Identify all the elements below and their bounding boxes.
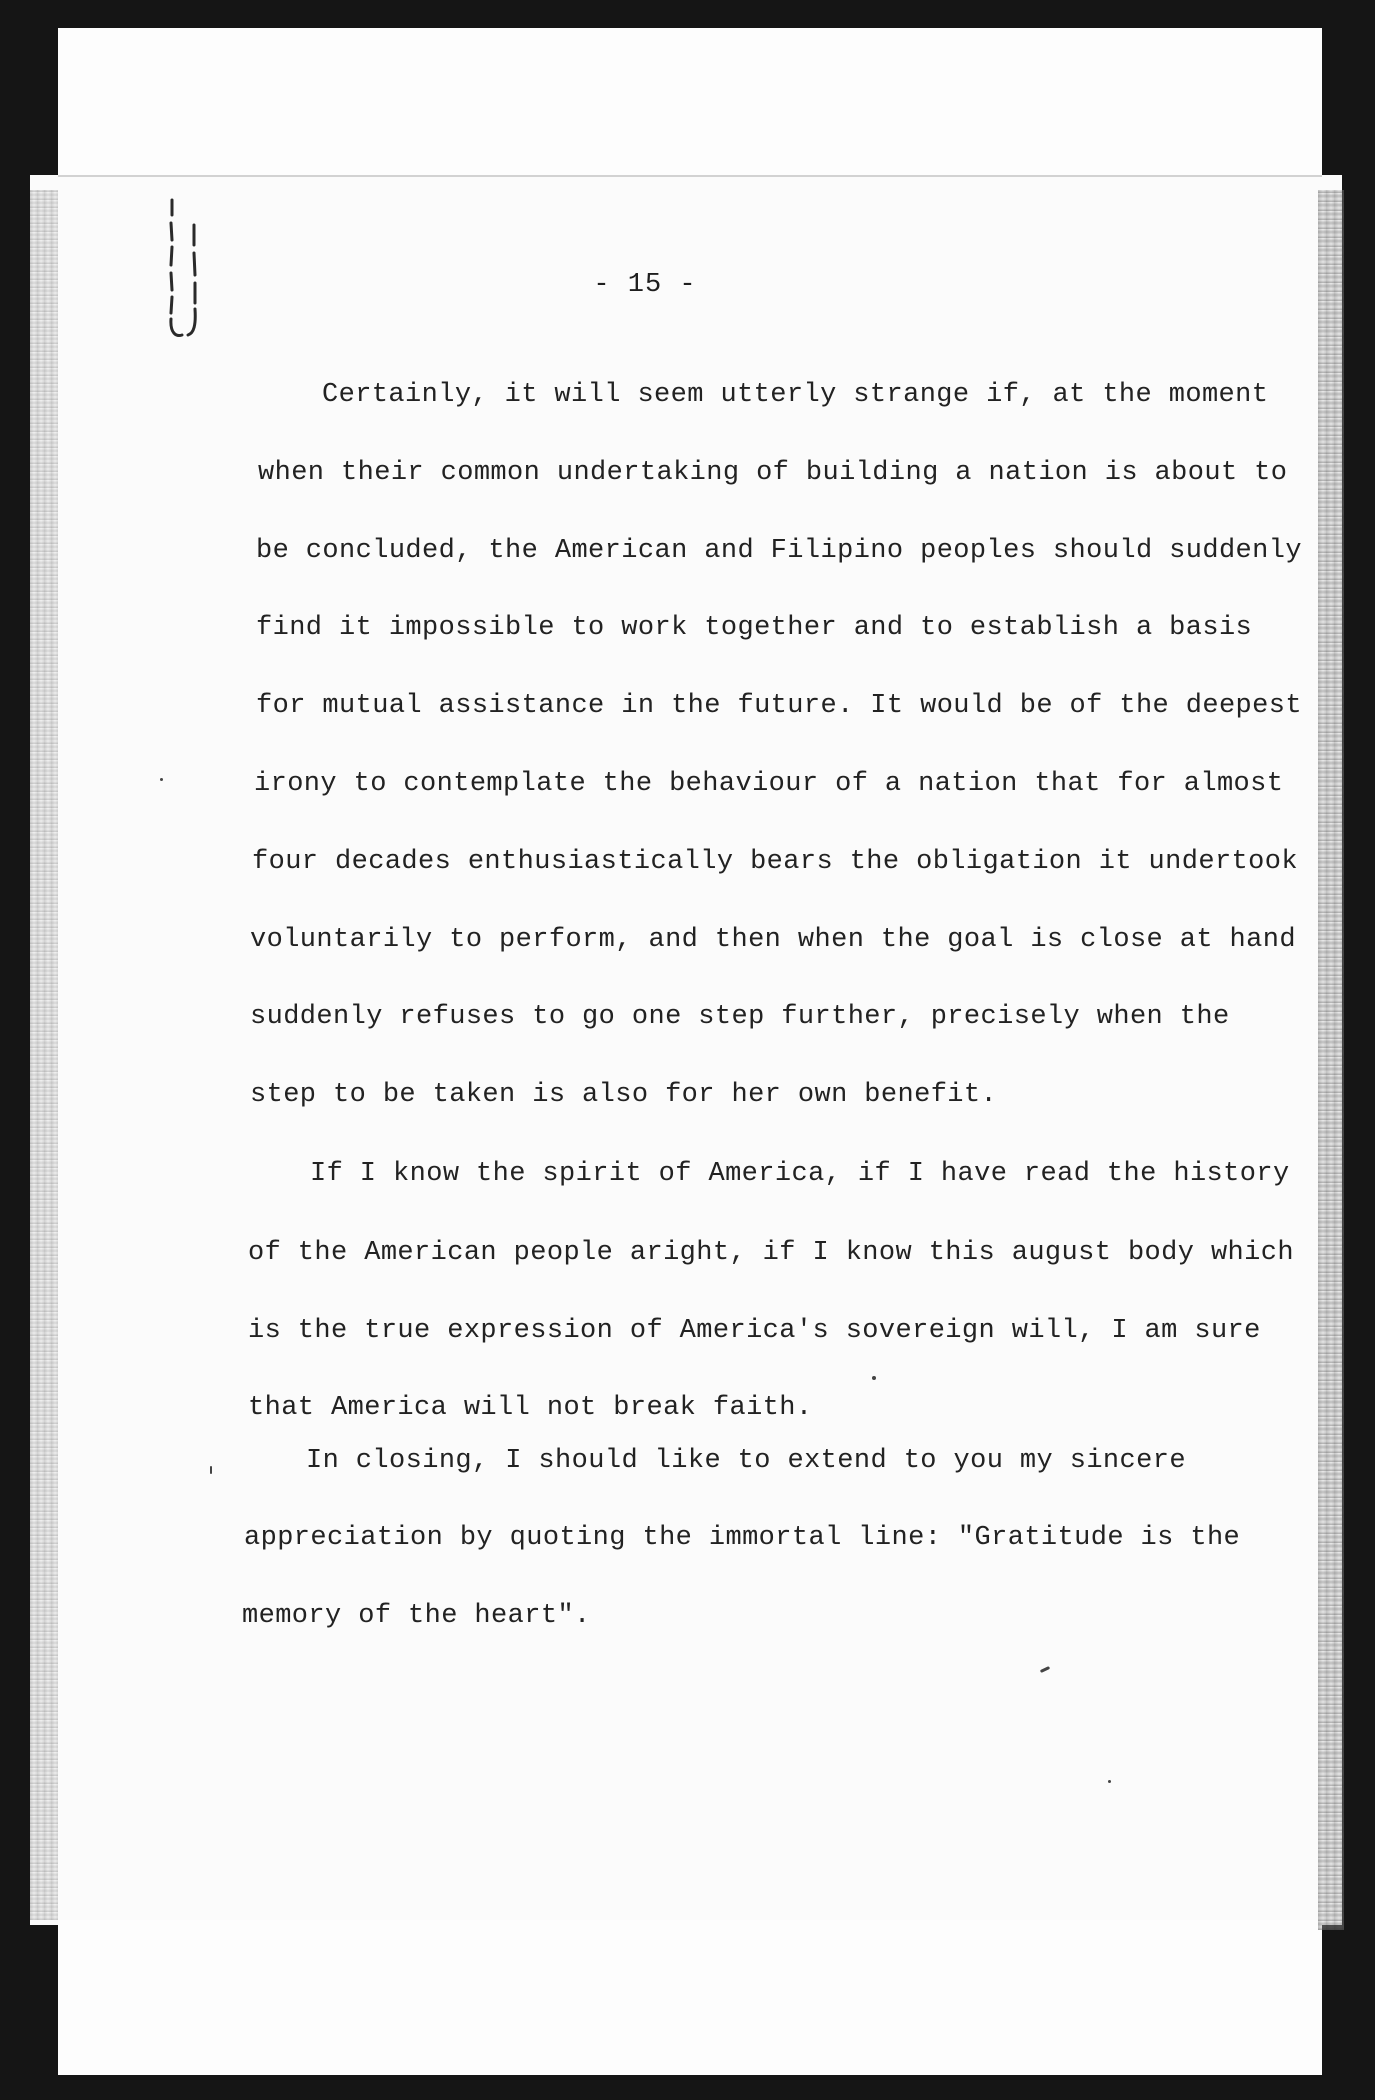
text-line: If I know the spirit of America, if I have read the history [310,1159,1290,1189]
dust-speck [160,778,163,781]
scan-noise-right [1318,190,1344,1930]
text-line: when their common undertaking of building a nation is about to [258,458,1288,488]
text-line: irony to contemplate the behaviour of a nation that for almost [254,769,1284,799]
text-line: that America will not break faith. [248,1393,813,1423]
text-line: memory of the heart". [242,1601,591,1631]
text-line: be concluded, the American and Filipino peoples should suddenly [256,536,1302,566]
text-line: voluntarily to perform, and then when the goal is close at hand [250,925,1296,955]
dust-speck [210,1466,212,1474]
text-line: for mutual assistance in the future. It would be of the deepest [256,691,1302,721]
text-line: step to be taken is also for her own benefit. [250,1080,998,1110]
text-line: find it impossible to work together and to establish a basis [256,613,1253,643]
text-line: In closing, I should like to extend to you my sincere [306,1446,1186,1476]
text-line: is the true expression of America's sovereign will, I am sure [248,1316,1261,1346]
text-line: suddenly refuses to go one step further, precisely when the [250,1002,1230,1032]
text-line: appreciation by quoting the immortal line: "Gratitude is the [244,1523,1241,1553]
paper-fold-line [58,175,1322,177]
text-line: four decades enthusiastically bears the obligation it undertook [252,847,1298,877]
text-line: of the American people aright, if I know this august body which [248,1238,1294,1268]
paper-bottom-margin [58,1920,1322,2075]
scan-noise-left [30,190,58,1920]
dust-speck [1108,1780,1111,1783]
page-number: - 15 - [593,270,697,300]
paper-sheet [30,175,1342,1925]
dust-speck [872,1376,876,1380]
text-line: Certainly, it will seem utterly strange if, at the moment [322,380,1269,410]
paper-top-margin [58,28,1322,178]
